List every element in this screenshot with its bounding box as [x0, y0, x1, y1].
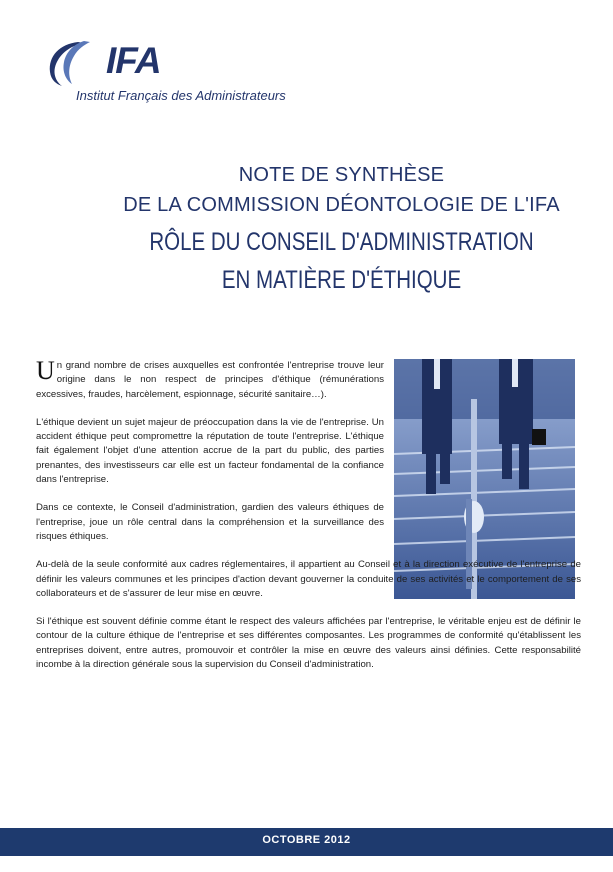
- body-text: [36, 356, 581, 686]
- paragraph-5: Si l'éthique est souvent définie comme étant le respect des valeurs affichées par l'entreprise, le véritable enjeu est de définir le contour de la culture éthique de l'entreprise et ses différentes composantes. Les programmes de conformité qu'établissent les entreprises doivent, entre autres, promouvoir et contrôler la mise en œuvre des valeurs ainsi définies. Cette responsabilité incombe à la direction générale sous la supervision du Conseil d'administration.: [36, 616, 581, 671]
- document-heading: [0, 160, 613, 296]
- paragraph-4: Au-delà de la seule conformité aux cadres réglementaires, il appartient au Conseil et à la direction exécutive de l'entreprise de définir les valeurs communes et les principes d'action devant gouverner la conduite de ses activités et le comportement de ses collaborateurs et de s'assurer de leur mise en œuvre.: [36, 559, 581, 599]
- ifa-logo: [44, 40, 304, 110]
- heading-line-1: NOTE DE SYNTHÈSE: [238, 164, 445, 186]
- footer-white-strip: [0, 856, 613, 872]
- heading-line-2: DE LA COMMISSION DÉONTOLOGIE DE L'IFA: [123, 194, 560, 216]
- paragraph-1-text: n grand nombre de crises auxquelles est confrontée l'entreprise trouve leur origine dans le non respect de principes d'éthique (rémunérations excessives, fraudes, harcèlement, espionnage, sécurité sanitaire…).: [36, 360, 384, 400]
- title-line-1: RÔLE DU CONSEIL D'ADMINISTRATION: [149, 228, 534, 256]
- logo-acronym: IFA: [106, 40, 161, 81]
- logo-swoosh-icon: [44, 40, 114, 90]
- footer-date: OCTOBRE 2012: [262, 834, 351, 846]
- paragraph-2: L'éthique devient un sujet majeur de préoccupation dans la vie de l'entreprise. Un accident éthique peut compromettre la réputation de toute l'entreprise. L'éthique fait également l'objet d'une attention accrue de la part du public, des parties prenantes, des investisseurs car elle est un facteur fondamental de la confiance dans l'entreprise.: [36, 416, 384, 486]
- paragraph-1: [36, 356, 384, 402]
- dropcap: U: [36, 356, 55, 385]
- logo-subtitle: Institut Français des Administrateurs: [76, 88, 286, 103]
- title-line-2: EN MATIÈRE D'ÉTHIQUE: [221, 266, 462, 294]
- paragraph-3: Dans ce contexte, le Conseil d'administration, gardien des valeurs éthiques de l'entreprise, joue un rôle central dans la compréhension et la surveillance des risques éthiques.: [36, 502, 384, 542]
